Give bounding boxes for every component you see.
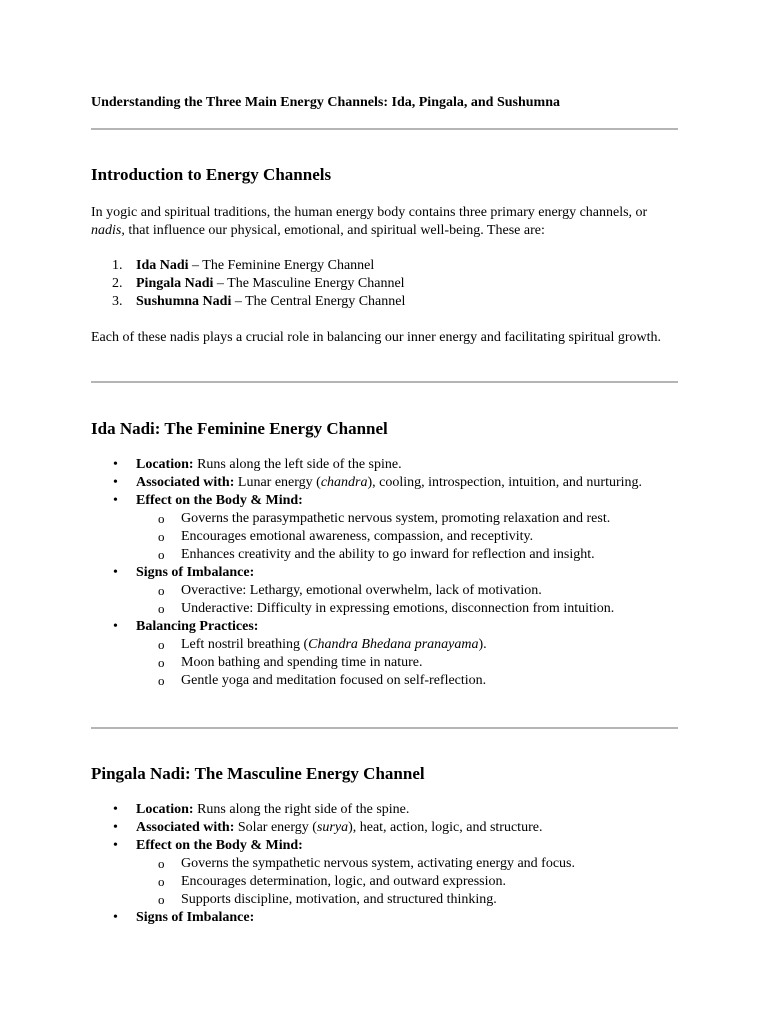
list-item-signs: • Signs of Imbalance: <box>113 910 255 925</box>
list-item-practices: • Balancing Practices: <box>113 619 259 634</box>
list-item-effect: • Effect on the Body & Mind: <box>113 493 303 508</box>
horizontal-rule <box>91 727 678 729</box>
sub-list-item: o Gentle yoga and meditation focused on self-reflection. <box>158 673 487 688</box>
nadis-emphasis: nadis <box>91 223 122 238</box>
horizontal-rule <box>91 128 678 130</box>
list-item-associated: • Associated with: Lunar energy (chandra), cooling, introspection, intuition, and nurturing. <box>113 475 643 490</box>
list-item-location: • Location: Runs along the right side of the spine. <box>113 802 410 817</box>
sub-list-item: o Enhances creativity and the ability to go inward for reflection and insight. <box>158 547 595 562</box>
horizontal-rule <box>91 381 678 383</box>
ida-bullet-list <box>91 456 678 690</box>
sub-list-item: o Overactive: Lethargy, emotional overwhelm, lack of motivation. <box>158 583 542 598</box>
intro-paragraph: In yogic and spiritual traditions, the human energy body contains three primary energy channels, or nadis, that influence our physical, emotional, and spiritual well-being. These are: <box>91 205 648 238</box>
section-heading-pingala: Pingala Nadi: The Masculine Energy Channel <box>91 764 425 783</box>
sub-list-item: o Moon bathing and spending time in nature. <box>158 655 423 670</box>
section-heading-ida: Ida Nadi: The Feminine Energy Channel <box>91 419 388 438</box>
sub-list-item: o Governs the sympathetic nervous system, activating energy and focus. <box>158 856 575 871</box>
sub-list-item: o Supports discipline, motivation, and structured thinking. <box>158 892 497 907</box>
list-item-location: • Location: Runs along the left side of the spine. <box>113 457 402 472</box>
list-item: 3. Sushumna Nadi – The Central Energy Channel <box>112 294 406 309</box>
intro-closing-paragraph: Each of these nadis plays a crucial role in balancing our inner energy and facilitating spiritual growth. <box>91 330 662 345</box>
list-item-effect: • Effect on the Body & Mind: <box>113 838 303 853</box>
sub-list-item: o Encourages emotional awareness, compassion, and receptivity. <box>158 529 534 544</box>
pingala-bullet-list <box>91 801 678 927</box>
section-heading-introduction: Introduction to Energy Channels <box>91 165 332 184</box>
sub-list-item: o Underactive: Difficulty in expressing emotions, disconnection from intuition. <box>158 601 615 616</box>
list-item-signs: • Signs of Imbalance: <box>113 565 255 580</box>
sub-list-item: o Left nostril breathing (Chandra Bhedana pranayama). <box>158 637 487 652</box>
sub-list-item: o Encourages determination, logic, and outward expression. <box>158 874 507 889</box>
list-item: 1. Ida Nadi – The Feminine Energy Channel <box>112 258 375 273</box>
list-item: 2. Pingala Nadi – The Masculine Energy Channel <box>112 276 405 291</box>
document-title: Understanding the Three Main Energy Channels: Ida, Pingala, and Sushumna <box>91 95 560 110</box>
nadi-numbered-list <box>91 257 678 311</box>
list-item-associated: • Associated with: Solar energy (surya), heat, action, logic, and structure. <box>113 820 543 835</box>
sub-list-item: o Governs the parasympathetic nervous system, promoting relaxation and rest. <box>158 511 611 526</box>
